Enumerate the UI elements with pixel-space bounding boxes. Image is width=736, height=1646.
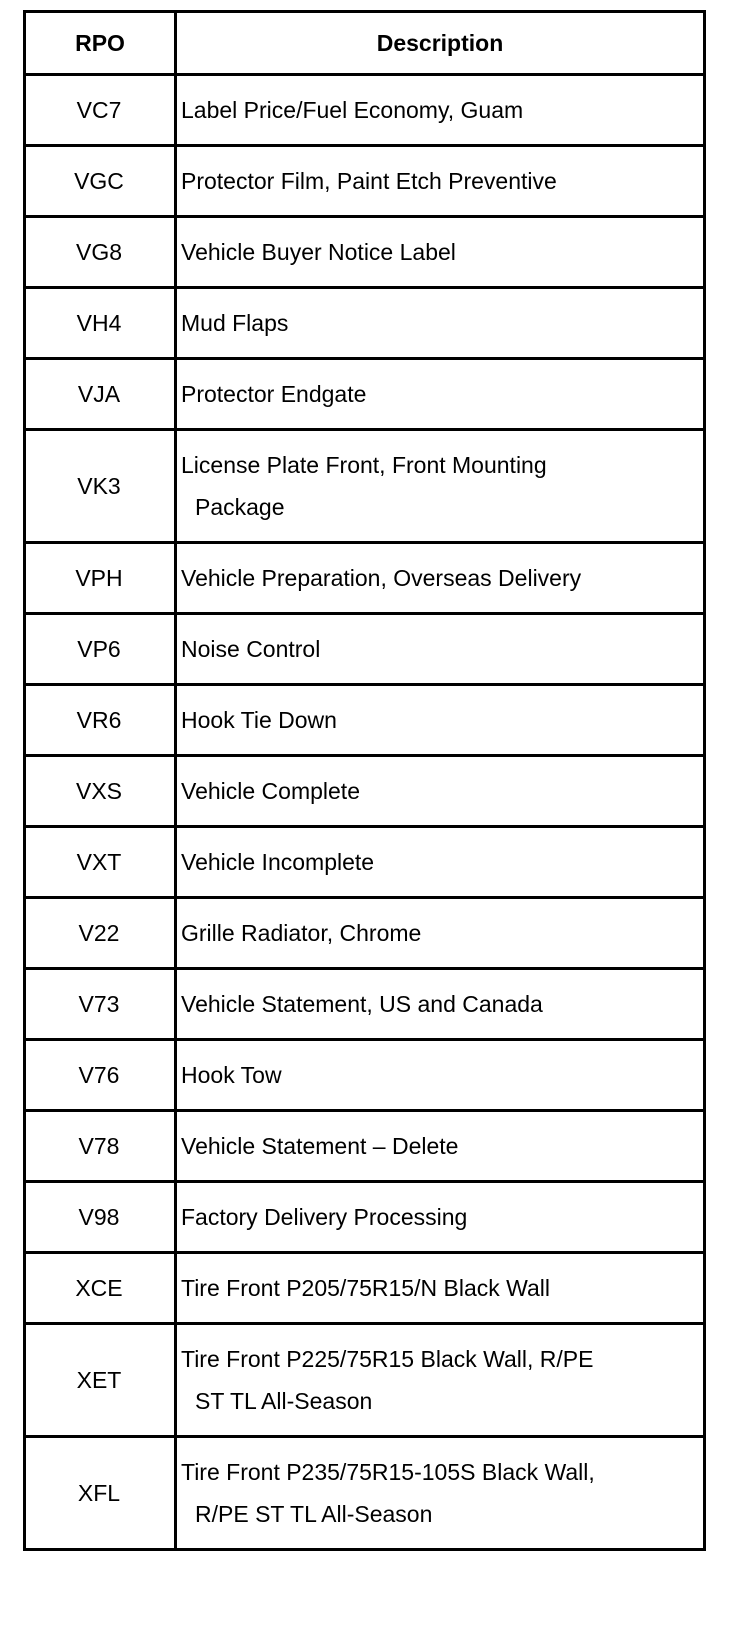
table-row xyxy=(25,1040,705,1111)
table-row xyxy=(25,543,705,614)
description-cell xyxy=(176,359,705,430)
description-line: Vehicle Statement – Delete xyxy=(181,1133,459,1159)
header-description: Description xyxy=(176,12,705,75)
rpo-code-cell: V98 xyxy=(25,1182,176,1253)
table-row xyxy=(25,1253,705,1324)
description-cell xyxy=(176,614,705,685)
description-cell xyxy=(176,430,705,543)
rpo-code-cell: V76 xyxy=(25,1040,176,1111)
description-line: Vehicle Preparation, Overseas Delivery xyxy=(181,565,582,591)
rpo-code-cell: VXS xyxy=(25,756,176,827)
rpo-code-cell: VP6 xyxy=(25,614,176,685)
description-line: Tire Front P205/75R15/N Black Wall xyxy=(181,1275,550,1301)
rpo-code-cell: VR6 xyxy=(25,685,176,756)
description-cell xyxy=(176,146,705,217)
rpo-code-cell: V78 xyxy=(25,1111,176,1182)
rpo-code-cell: VH4 xyxy=(25,288,176,359)
description-cell xyxy=(176,685,705,756)
description-line: Noise Control xyxy=(181,636,321,662)
table-row xyxy=(25,827,705,898)
description-cell xyxy=(176,1324,705,1437)
description-cell xyxy=(176,1111,705,1182)
table-row xyxy=(25,1437,705,1550)
table-header-row xyxy=(25,12,705,75)
description-cell xyxy=(176,543,705,614)
rpo-code-cell: V73 xyxy=(25,969,176,1040)
description-line: Vehicle Buyer Notice Label xyxy=(181,239,456,265)
description-line: ST TL All-Season xyxy=(195,1388,373,1414)
rpo-code-cell: VGC xyxy=(25,146,176,217)
description-line: Mud Flaps xyxy=(181,310,289,336)
header-rpo: RPO xyxy=(25,12,176,75)
description-cell xyxy=(176,217,705,288)
table-row xyxy=(25,359,705,430)
description-line: R/PE ST TL All-Season xyxy=(195,1501,433,1527)
table-row xyxy=(25,685,705,756)
table-row xyxy=(25,75,705,146)
table-row xyxy=(25,1182,705,1253)
rpo-code-cell: VK3 xyxy=(25,430,176,543)
description-cell xyxy=(176,1437,705,1550)
description-cell xyxy=(176,75,705,146)
description-cell xyxy=(176,898,705,969)
rpo-code-cell: XET xyxy=(25,1324,176,1437)
rpo-code-cell: VJA xyxy=(25,359,176,430)
description-line: Protector Endgate xyxy=(181,381,367,407)
description-line: Vehicle Incomplete xyxy=(181,849,375,875)
description-cell xyxy=(176,827,705,898)
table-row xyxy=(25,1111,705,1182)
table-row xyxy=(25,614,705,685)
description-cell xyxy=(176,288,705,359)
description-line: Hook Tow xyxy=(181,1062,282,1088)
rpo-code-cell: XCE xyxy=(25,1253,176,1324)
description-line: Vehicle Statement, US and Canada xyxy=(181,991,543,1017)
rpo-code-cell: XFL xyxy=(25,1437,176,1550)
rpo-code-cell: VG8 xyxy=(25,217,176,288)
table-row xyxy=(25,217,705,288)
description-line: Package xyxy=(195,494,285,520)
description-line: License Plate Front, Front Mounting xyxy=(181,452,547,478)
description-cell xyxy=(176,756,705,827)
table-row xyxy=(25,898,705,969)
table-row xyxy=(25,756,705,827)
table-row xyxy=(25,430,705,543)
description-line: Protector Film, Paint Etch Preventive xyxy=(181,168,557,194)
rpo-code-cell: VXT xyxy=(25,827,176,898)
rpo-code-cell: VC7 xyxy=(25,75,176,146)
rpo-description-table xyxy=(23,10,706,1551)
description-line: Label Price/Fuel Economy, Guam xyxy=(181,97,524,123)
description-line: Tire Front P225/75R15 Black Wall, R/PE xyxy=(181,1346,594,1372)
description-line: Factory Delivery Processing xyxy=(181,1204,468,1230)
description-cell xyxy=(176,1040,705,1111)
description-line: Hook Tie Down xyxy=(181,707,337,733)
description-cell xyxy=(176,1253,705,1324)
description-line: Grille Radiator, Chrome xyxy=(181,920,422,946)
rpo-code-cell: VPH xyxy=(25,543,176,614)
rpo-code-cell: V22 xyxy=(25,898,176,969)
table-row xyxy=(25,288,705,359)
description-cell xyxy=(176,969,705,1040)
table-row xyxy=(25,969,705,1040)
table-row xyxy=(25,146,705,217)
description-line: Vehicle Complete xyxy=(181,778,360,804)
description-cell xyxy=(176,1182,705,1253)
table-row xyxy=(25,1324,705,1437)
description-line: Tire Front P235/75R15-105S Black Wall, xyxy=(181,1459,595,1485)
